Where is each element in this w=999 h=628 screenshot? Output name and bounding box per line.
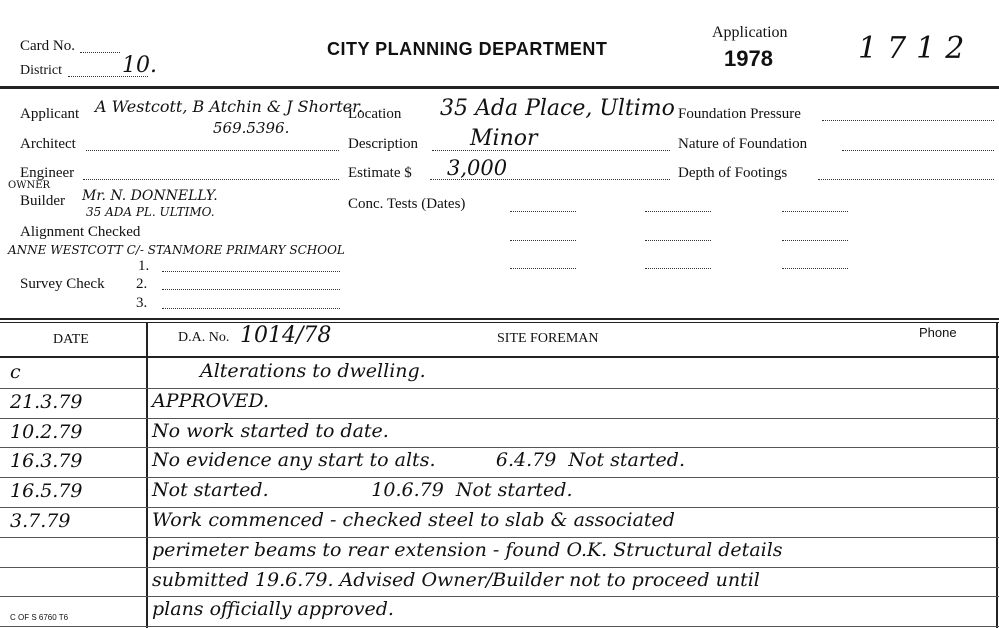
alignment-note: ANNE WESTCOTT C/- STANMORE PRIMARY SCHOOL <box>8 243 345 257</box>
row-date: c <box>10 361 21 383</box>
estimate-label: Estimate $ <box>348 165 412 181</box>
survey-num-3: 3. <box>136 295 148 311</box>
row-entry: Alterations to dwelling. <box>200 360 426 382</box>
survey-num-2: 2. <box>136 276 148 292</box>
table-row-rule <box>0 567 999 568</box>
row-entry: Work commenced - checked steel to slab & associated <box>152 509 675 531</box>
conc-line-3c <box>782 268 848 269</box>
foundation-pressure-label: Foundation Pressure <box>678 106 801 122</box>
conc-line-1b <box>645 211 711 212</box>
date-header: DATE <box>53 332 89 347</box>
conc-line-3b <box>645 268 711 269</box>
owner-note: OWNER <box>8 180 51 191</box>
da-no-value: 1014/78 <box>240 323 332 348</box>
depth-footings-label: Depth of Footings <box>678 165 788 181</box>
table-top-rule-2 <box>0 322 999 323</box>
estimate-value: 3,000 <box>447 156 508 180</box>
conc-line-2c <box>782 240 848 241</box>
district-label: District <box>20 63 62 78</box>
depth-footings-line <box>818 179 994 180</box>
conc-tests-label: Conc. Tests (Dates) <box>348 196 466 212</box>
da-no-label: D.A. No. <box>178 330 230 345</box>
applicant-value: A Westcott, B Atchin & J Shorter. <box>95 97 364 116</box>
application-number: 1712 <box>858 31 975 66</box>
form-code: C OF S 6760 T6 <box>10 613 69 622</box>
row-entry: perimeter beams to rear extension - found O.K. Structural details <box>152 539 783 561</box>
row-entry: APPROVED. <box>152 390 270 412</box>
application-label: Application <box>712 24 788 41</box>
engineer-line <box>83 179 339 180</box>
header-rule <box>0 86 999 89</box>
builder-address: 35 ADA PL. ULTIMO. <box>86 205 215 219</box>
alignment-label: Alignment Checked <box>20 224 141 240</box>
row-entry: No work started to date. <box>152 420 389 442</box>
date-column-divider <box>146 322 148 628</box>
description-line <box>432 150 670 151</box>
description-label: Description <box>348 136 418 152</box>
table-row-rule <box>0 596 999 597</box>
table-row-rule <box>0 418 999 419</box>
location-value: 35 Ada Place, Ultimo <box>440 96 675 121</box>
row-date: 3.7.79 <box>10 510 71 532</box>
conc-line-1c <box>782 211 848 212</box>
table-header-bottom-rule <box>0 356 999 358</box>
application-year: 1978 <box>724 46 773 71</box>
survey-line-3 <box>162 308 340 309</box>
survey-line-1 <box>162 271 340 272</box>
nature-foundation-label: Nature of Foundation <box>678 136 808 152</box>
row-entry: Not started. 10.6.79 Not started. <box>152 479 573 501</box>
applicant-label: Applicant <box>20 106 80 122</box>
card-no-line <box>80 52 120 53</box>
conc-line-1a <box>510 211 576 212</box>
conc-line-3a <box>510 268 576 269</box>
architect-line <box>86 150 339 151</box>
survey-check-label: Survey Check <box>20 276 105 292</box>
nature-foundation-line <box>842 150 994 151</box>
conc-line-2a <box>510 240 576 241</box>
table-row-rule <box>0 537 999 538</box>
architect-label: Architect <box>20 136 76 152</box>
table-row-rule <box>0 626 999 627</box>
applicant-phone: 569.5396. <box>213 119 290 137</box>
row-date: 10.2.79 <box>10 421 83 443</box>
builder-label: Builder <box>20 193 65 209</box>
table-row-rule <box>0 477 999 478</box>
row-date: 16.5.79 <box>10 480 83 502</box>
row-date: 16.3.79 <box>10 450 83 472</box>
conc-line-2b <box>645 240 711 241</box>
survey-line-2 <box>162 289 340 290</box>
card-right-edge <box>996 322 998 628</box>
department-title: CITY PLANNING DEPARTMENT <box>327 39 608 59</box>
table-row-rule <box>0 507 999 508</box>
district-value: 10. <box>122 53 157 78</box>
survey-num-1: 1. <box>138 258 150 274</box>
row-entry: submitted 19.6.79. Advised Owner/Builder not to proceed until <box>152 569 760 591</box>
description-value: Minor <box>470 126 538 151</box>
row-entry: No evidence any start to alts. 6.4.79 Not started. <box>152 449 686 471</box>
engineer-label: Engineer <box>20 165 75 181</box>
card-no-label: Card No. <box>20 38 75 54</box>
table-row-rule <box>0 447 999 448</box>
foundation-pressure-line <box>822 120 994 121</box>
location-label: Location <box>348 106 402 122</box>
row-date: 21.3.79 <box>10 391 83 413</box>
phone-header: Phone <box>919 325 957 340</box>
table-top-rule <box>0 318 999 320</box>
site-foreman-header: SITE FOREMAN <box>497 331 599 346</box>
table-row-rule <box>0 388 999 389</box>
row-entry: plans officially approved. <box>152 598 394 620</box>
builder-value: Mr. N. DONNELLY. <box>82 188 218 204</box>
